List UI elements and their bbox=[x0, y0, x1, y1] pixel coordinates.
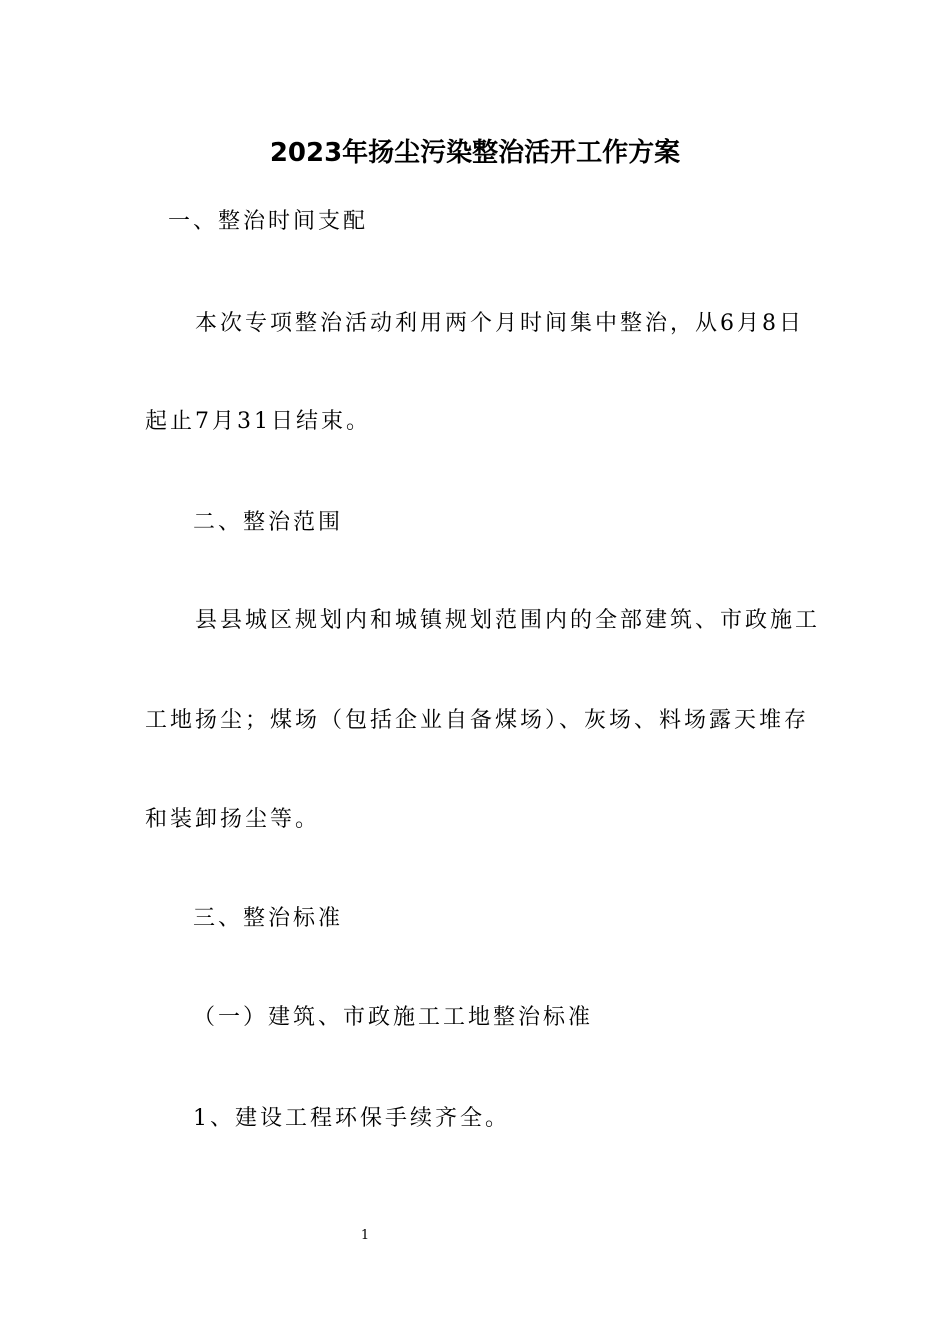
paragraph-line: 起止7月31日结束。 bbox=[145, 409, 371, 434]
paragraph-line: 本次专项整治活动利用两个月时间集中整治，从6月8日 bbox=[195, 311, 804, 336]
paragraph-line: 县县城区规划内和城镇规划范围内的全部建筑、市政施工 bbox=[195, 608, 821, 633]
section-heading-3: 三、整治标准 bbox=[193, 906, 344, 931]
list-item: 1、建设工程环保手续齐全。 bbox=[193, 1106, 510, 1131]
document-title: 2023年扬尘污染整治活开工作方案 bbox=[269, 138, 681, 168]
subsection-heading: （一）建筑、市政施工工地整治标准 bbox=[193, 1005, 594, 1030]
paragraph-line: 工地扬尘；煤场（包括企业自备煤场）、灰场、料场露天堆存 bbox=[145, 708, 810, 733]
section-heading-1: 一、整治时间支配 bbox=[168, 209, 369, 234]
page-number: 1 bbox=[360, 1228, 370, 1243]
paragraph-line: 和装卸扬尘等。 bbox=[145, 807, 321, 832]
section-heading-2: 二、整治范围 bbox=[193, 510, 344, 535]
